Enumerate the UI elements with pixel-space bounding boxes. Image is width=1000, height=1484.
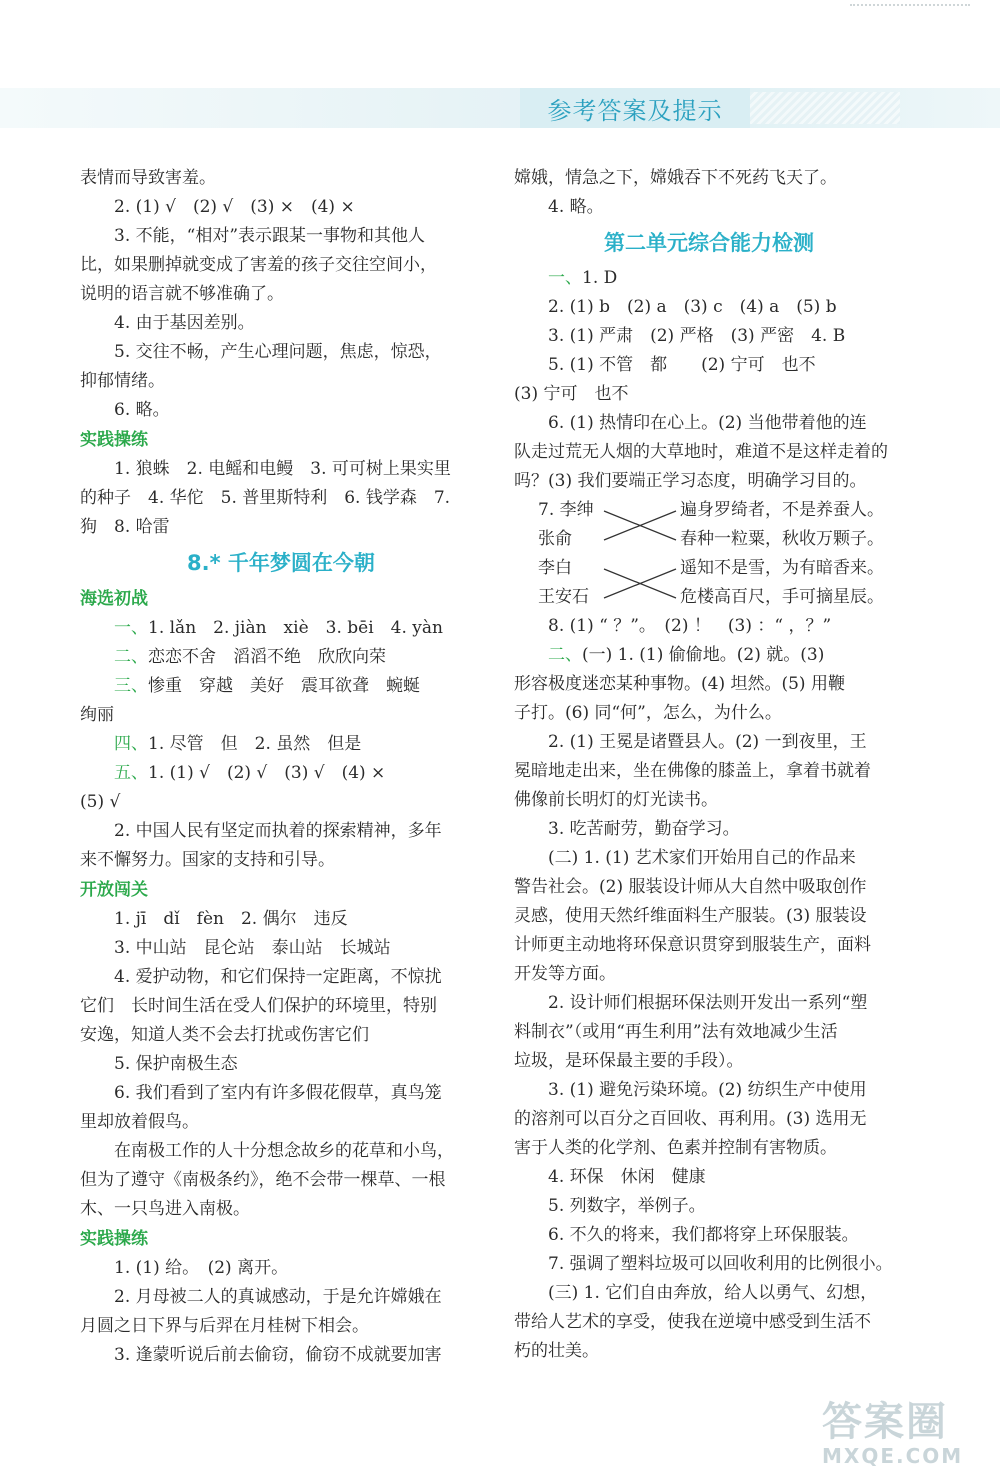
answer-text: 8. (1) “ ？”。 (2) ！ (3) ：“ ，？” [548,616,832,636]
answer-line [514,1018,904,1047]
answer-text: 3. 逢蒙听说后前去偷窃，偷窃不成就要加害 [114,1345,442,1365]
answer-text: (三) 1. 它们自由奔放，给人以勇气、幻想， [548,1283,878,1303]
section-heading: 海选初战 [80,589,148,609]
section-heading: 开放闯关 [80,880,148,900]
answer-text: 2. 月母被二人的真诚感动，于是允许嫦娥在 [114,1287,442,1307]
answer-text: 木、一只鸟进入南极。 [80,1199,250,1219]
answer-line [514,264,904,293]
answer-text: 6. (1) 热情印在心上。(2) 当他带着他的连 [548,413,867,433]
answer-text: 2. (1) b (2) a (3) c (4) a (5) b [548,297,837,317]
answer-text: 惨重 穿越 美好 震耳欲聋 蜿蜒 [148,676,420,696]
answer-text: 嫦娥，情急之下，嫦娥吞下不死药飞天了。 [514,168,837,188]
answer-text: 恋恋不舍 滔滔不绝 欣欣向荣 [148,647,386,667]
matching-verse: 遥知不是雪，为有暗香来。 [680,558,884,578]
answer-text: (一) 1. (1) 偷偷地。(2) 就。(3) [582,645,825,665]
matching-lines [602,496,678,612]
answer-text: 2. (1) 王冕是诸暨县人。(2) 一到夜里，王 [548,732,867,752]
answer-text: 来不懈努力。国家的支持和引导。 [80,850,335,870]
answer-line [514,351,904,380]
answer-line [80,730,482,759]
answer-text: 队走过荒无人烟的大草地时，难道不是这样走着的 [514,442,888,462]
answer-line [514,757,904,786]
answer-text: 3. 吃苦耐劳，勤奋学习。 [548,819,740,839]
answer-text: 带给人艺术的享受，使我在逆境中感受到生活不 [514,1312,871,1332]
answer-line [80,222,482,251]
matching-poet: 张俞 [538,529,572,549]
answer-text: 3. (1) 避免污染环境。(2) 纺织生产中使用 [548,1080,867,1100]
answer-line [80,1254,482,1283]
answer-text: 6. 不久的将来，我们都将穿上环保服装。 [548,1225,859,1245]
answer-text: 比，如果删掉就变成了害羞的孩子交往空间小， [80,255,437,275]
answer-text: 抑郁情绪。 [80,371,165,391]
question-number-mark: 三、 [114,676,148,696]
answer-line [514,873,904,902]
answer-line [514,1192,904,1221]
answer-line [80,484,482,513]
answer-line [80,193,482,222]
answer-text: 绚丽 [80,705,114,725]
answer-line [80,1195,482,1224]
question-number-mark: 一、 [548,268,582,288]
answer-text: 月圆之日下界与后羿在月桂树下相会。 [80,1316,369,1336]
section-heading: 实践操练 [80,1229,148,1249]
answer-text: 料制衣”（或用“再生利用”法有效地减少生活 [514,1022,838,1042]
answer-line [514,1163,904,1192]
answer-text: 计师更主动地将环保意识贯穿到服装生产，面料 [514,935,871,955]
answer-line [514,815,904,844]
answer-text: 1. D [582,268,618,288]
answer-line [514,322,904,351]
answer-line [514,293,904,322]
answer-line [80,1283,482,1312]
answer-line [514,960,904,989]
lesson-title: 8.* 千年梦圆在今朝 [187,551,375,575]
answer-text: 里却放着假鸟。 [80,1112,199,1132]
answer-line [514,641,904,670]
matching-poet: 7. 李绅 [538,500,594,520]
answer-line [514,164,904,193]
question-number-mark: 二、 [548,645,582,665]
answer-text: 佛像前长明灯的灯光读书。 [514,790,718,810]
answer-line [514,193,904,222]
answer-line [514,467,904,496]
answer-text: 1. 狼蛛 2. 电鳐和电鳗 3. 可可树上果实里 [114,459,451,479]
answer-text: 它们 长时间生活在受人们保护的环境里，特别 [80,996,437,1016]
question-number-mark: 四、 [114,734,148,754]
answer-line [80,992,482,1021]
poem-matching-exercise [514,496,904,612]
answer-text: 垃圾，是环保最主要的手段）。 [514,1051,744,1071]
answer-line [80,759,482,788]
answer-line [80,1137,482,1166]
watermark-logo: 答案圈 [822,1399,948,1445]
page-header-title: 参考答案及提示 [520,88,750,128]
answer-text: 1. (1) 给。 (2) 离开。 [114,1258,289,1278]
answer-text: 6. 略。 [114,400,170,420]
answer-line [80,367,482,396]
answer-text: 的溶剂可以百分之百回收、再利用。(3) 选用无 [514,1109,867,1129]
answer-text: 5. 保护南极生态 [114,1054,238,1074]
answer-text: 但为了遵守《南极条约》，绝不会带一棵草、一根 [80,1170,446,1190]
answer-text: 1. lǎn 2. jiàn xiè 3. bēi 4. yàn [148,618,443,638]
answer-text: 表情而导致害羞。 [80,168,216,188]
answer-line [80,338,482,367]
answer-text: 警告社会。(2) 服装设计师从大自然中吸取创作 [514,877,867,897]
matching-verse: 春种一粒粟，秋收万颗子。 [680,529,884,549]
answer-line [514,1134,904,1163]
answer-line [80,280,482,309]
answer-text: 1. 尽管 但 2. 虽然 但是 [148,734,362,754]
answer-text: 开发等方面。 [514,964,616,984]
answer-line [80,1050,482,1079]
answer-text: 2. (1) √ (2) √ (3) × (4) × [114,197,355,217]
answer-text: 7. 强调了塑料垃圾可以回收利用的比例很小。 [548,1254,893,1274]
section-heading: 实践操练 [80,430,148,450]
answer-line [514,728,904,757]
answer-line [80,309,482,338]
answer-text: 朽的壮美。 [514,1341,599,1361]
answer-text: 1. jī dǐ fèn 2. 偶尔 违反 [114,909,348,929]
answer-text: 冕暗地走出来，坐在佛像的膝盖上，拿着书就着 [514,761,871,781]
answer-text: 4. 爱护动物，和它们保持一定距离，不惊扰 [114,967,442,987]
watermark [822,1400,982,1480]
answer-line [514,1076,904,1105]
answer-line [80,788,482,817]
answer-line [80,513,482,542]
answer-line [80,934,482,963]
lesson-title: 第二单元综合能力检测 [604,231,814,255]
answer-line [80,701,482,730]
answer-text: 2. 设计师们根据环保法则开发出一系列“塑 [548,993,868,1013]
answer-line [514,1308,904,1337]
answer-line [514,1279,904,1308]
answer-line [514,612,904,641]
answer-line [80,905,482,934]
answer-line [80,846,482,875]
answer-text: 1. (1) √ (2) √ (3) √ (4) × [148,763,386,783]
answer-text: 的种子 4. 华佗 5. 普里斯特利 6. 钱学森 7. [80,488,451,508]
matching-poet: 李白 [538,558,572,578]
answer-line [514,1221,904,1250]
answer-line [514,786,904,815]
answer-text: 3. 不能，“相对”表示跟某一事物和其他人 [114,226,426,246]
question-number-mark: 五、 [114,763,148,783]
answer-text: 4. 由于基因差别。 [114,313,255,333]
answer-line [514,380,904,409]
answer-line [514,931,904,960]
question-number-mark: 一、 [114,618,148,638]
answer-line [80,643,482,672]
answer-line [80,164,482,193]
question-number-mark: 二、 [114,647,148,667]
answer-text: (二) 1. (1) 艺术家们开始用自己的作品来 [548,848,856,868]
answer-line [514,844,904,873]
answer-text: 害于人类的化学剂、色素并控制有害物质。 [514,1138,837,1158]
answer-text: 2. 中国人民有坚定而执着的探索精神，多年 [114,821,442,841]
answer-line [80,396,482,425]
matching-verse: 危楼高百尺，手可摘星辰。 [680,587,884,607]
answer-line [514,1250,904,1279]
answer-line [80,1341,482,1370]
corner-dotted-mark [850,4,970,12]
answer-text: 3. (1) 严肃 (2) 严格 (3) 严密 4. B [548,326,846,346]
answer-text: (3) 宁可 也不 [514,384,629,404]
answer-text: 吗？(3) 我们要端正学习态度，明确学习目的。 [514,471,867,491]
answer-line [80,1312,482,1341]
answer-line [80,1021,482,1050]
answer-line [514,1337,904,1366]
watermark-url: MXQE.COM [822,1444,964,1468]
answer-line [514,699,904,728]
answer-line [514,989,904,1018]
answer-text: 6. 我们看到了室内有许多假花假草，真鸟笼 [114,1083,442,1103]
answer-text: (5) √ [80,792,121,812]
right-column [514,164,904,1366]
matching-poet: 王安石 [538,587,589,607]
answer-text: 说明的语言就不够准确了。 [80,284,284,304]
left-column [80,164,482,1370]
answer-text: 3. 中山站 昆仑站 泰山站 长城站 [114,938,391,958]
answer-line [80,672,482,701]
answer-line [80,1108,482,1137]
answer-text: 4. 环保 休闲 健康 [548,1167,706,1187]
answer-text: 5. 交往不畅，产生心理问题，焦虑，惊恐， [114,342,442,362]
answer-line [514,1105,904,1134]
answer-line [514,438,904,467]
answer-line [80,817,482,846]
answer-text: 5. (1) 不管 都 (2) 宁可 也不 [548,355,816,375]
answer-line [80,614,482,643]
answer-text: 形容极度迷恋某种事物。(4) 坦然。(5) 用鞭 [514,674,845,694]
answer-text: 在南极工作的人十分想念故乡的花草和小鸟， [114,1141,454,1161]
answer-line [514,1047,904,1076]
answer-line [80,1079,482,1108]
answer-line [514,670,904,699]
answer-line [80,251,482,280]
answer-line [80,963,482,992]
answer-line [80,455,482,484]
header-decoration [750,92,900,124]
answer-text: 灵感，使用天然纤维面料生产服装。(3) 服装设 [514,906,867,926]
answer-text: 安逸，知道人类不会去打扰或伤害它们 [80,1025,369,1045]
matching-verse: 遍身罗绮者，不是养蚕人。 [680,500,884,520]
answer-text: 子打。(6) 同“何”，怎么，为什么。 [514,703,782,723]
answer-text: 4. 略。 [548,197,604,217]
answer-text: 5. 列数字，举例子。 [548,1196,706,1216]
answer-line [514,409,904,438]
answer-line [80,1166,482,1195]
answer-line [514,902,904,931]
answer-text: 狗 8. 哈雷 [80,517,170,537]
